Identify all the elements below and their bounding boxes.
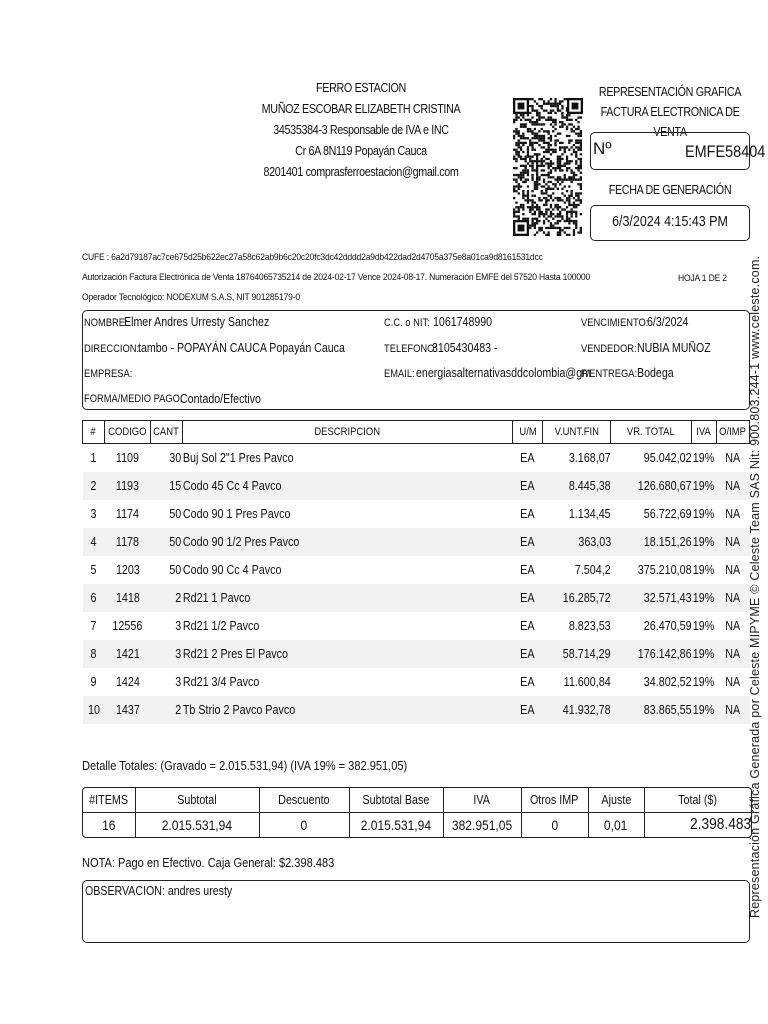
table-row [83,612,750,640]
cell-iva: 19% [691,472,716,500]
cell-code: 1109 [105,444,151,473]
cell-oimp: NA [716,556,749,584]
cell-unit: 8.445,38 [543,472,611,500]
cell-iva: 19% [691,556,716,584]
col-unit-price: V.UNT.FIN [543,421,611,444]
table-row [83,444,750,473]
client-name: Elmer Andres Urresty Sanchez [124,315,270,329]
cell-unit: 41.932,78 [543,696,611,724]
cell-total: 18.151,26 [611,528,691,556]
company-header [257,78,465,183]
tech-operator: Operador Tecnológico: NODEXUM S.A.S, NIT 901285179-0 [82,292,300,303]
totals-adjust-label: Ajuste [588,788,644,813]
company-contact: 8201401 comprasferroestacion@gmail.com [263,165,459,179]
cell-oimp: NA [716,612,749,640]
totals-iva-label: IVA [443,788,521,813]
table-row [83,640,750,668]
cell-qty: 2 [150,584,182,612]
invoice-number-box [590,132,766,170]
cell-desc: Rd21 2 Pres El Pavco [182,640,512,668]
cc-label: C.C. o NIT: [384,317,430,329]
cell-total: 126.680,67 [611,472,691,500]
totals-other-label: Otros IMP [521,788,588,813]
totals-items-value: 16 [102,817,116,833]
col-oimp: O/IMP [716,421,749,444]
cell-um: EA [513,584,543,612]
totals-discount-value: 0 [259,813,349,838]
cell-um: EA [513,612,543,640]
table-row [83,500,750,528]
cell-unit: 58.714,29 [543,640,611,668]
cell-code: 12556 [105,612,151,640]
cell-unit: 1.134,45 [543,500,611,528]
totals-header-row [83,788,751,813]
cell-total: 83.865,55 [611,696,691,724]
invoice-number-label: Nº [593,139,612,158]
cell-unit: 11.600,84 [543,668,611,696]
totals-items-label: #ITEMS [83,788,135,813]
generation-date-box [590,205,750,241]
page-indicator: HOJA 1 DE 2 [678,273,727,284]
observation-box [82,880,750,943]
cell-desc: Rd21 1/2 Pavco [182,612,512,640]
cell-oimp: NA [716,668,749,696]
col-iva: IVA [691,421,716,444]
totals-total-label: Total ($) [644,788,751,813]
cell-iva: 19% [691,500,716,528]
cell-qty: 50 [150,556,182,584]
totals-iva-value: 382.951,05 [443,813,521,838]
cell-n: 10 [83,696,105,724]
company-tax-id: 34535384-3 Responsable de IVA e INC [273,123,449,137]
delivery-label: F/ENTREGA: [581,368,638,380]
company-owner: MUÑOZ ESCOBAR ELIZABETH CRISTINA [261,102,461,116]
cell-total: 56.722,69 [611,500,691,528]
table-row [83,584,750,612]
cell-desc: Tb Strio 2 Pavco Pavco [182,696,512,724]
cell-oimp: NA [716,696,749,724]
cell-code: 1178 [105,528,151,556]
authorization-text: Autorización Factura Electrónica de Venta 18764065735214 de 2024-02-17 Vence 2024-08-17. Numeración EMFE del 57520 Hasta 100000 [82,272,591,283]
cell-code: 1418 [105,584,151,612]
company-label: EMPRESA: [84,368,133,380]
payment-label: FORMA/MEDIO PAGO: [84,393,183,405]
seller-name: NUBIA MUÑOZ [637,341,711,355]
invoice-number: EMFE58404 [685,142,766,161]
cell-um: EA [513,472,543,500]
cell-n: 4 [83,528,105,556]
cell-desc: Codo 90 Cc 4 Pavco [182,556,512,584]
table-row [83,696,750,724]
due-label: VENCIMIENTO: [581,317,649,329]
cell-desc: Buj Sol 2"1 Pres Pavco [182,444,512,473]
totals-discount-label: Descuento [259,788,349,813]
totals-adjust-value: 0,01 [588,813,644,838]
totals-subtotal-label: Subtotal [135,788,259,813]
totals-base-label: Subtotal Base [349,788,443,813]
address-label: DIRECCION: [84,343,140,355]
cell-iva: 19% [691,444,716,473]
cell-code: 1437 [105,696,151,724]
cell-oimp: NA [716,500,749,528]
cell-n: 6 [83,584,105,612]
totals-box [82,787,752,838]
cell-desc: Codo 90 1/2 Pres Pavco [182,528,512,556]
table-row [83,668,750,696]
cell-n: 1 [83,444,105,473]
cell-qty: 50 [150,500,182,528]
items-table [82,420,750,724]
totals-base-value: 2.015.531,94 [349,813,443,838]
qr-code-icon [513,98,583,236]
name-label: NOMBRE: [84,317,128,329]
cell-n: 3 [83,500,105,528]
side-watermark-text: Representación Gráfica Generada por Celeste MIPYME © Celeste Team SAS Nit: 900.803.244-1 www.celeste.com. [748,255,762,918]
cell-iva: 19% [691,584,716,612]
col-um: U/M [513,421,543,444]
totals-total-value: 2.398.483 [644,813,751,838]
cell-um: EA [513,640,543,668]
phone-label: TELEFONO: [384,343,437,355]
cell-code: 1174 [105,500,151,528]
cell-total: 34.802,52 [611,668,691,696]
cell-oimp: NA [716,528,749,556]
cell-iva: 19% [691,640,716,668]
due-date: 6/3/2024 [647,315,689,329]
cell-total: 26.470,59 [611,612,691,640]
cell-qty: 30 [150,444,182,473]
cell-qty: 3 [150,668,182,696]
client-email: energiasalternativasddcolombia@gm [416,366,591,380]
table-row [83,472,750,500]
cell-oimp: NA [716,584,749,612]
client-phone: 3105430483 - [432,341,498,355]
cufe: CUFE : 6a2d79187ac7ce675d25b622ec27a58c62ab9b6c20c20fc3dc42dddd2a9db422dad2d4705a375e8a01ca9d8161531dcc [82,252,543,263]
totals-other-value: 0 [521,813,588,838]
items-header-row [83,421,750,444]
cell-desc: Codo 90 1 Pres Pavco [182,500,512,528]
company-name: FERRO ESTACION [316,81,406,95]
generation-label: FECHA DE GENERACIÓN [608,183,732,197]
client-cc: 1061748990 [433,315,493,329]
cell-iva: 19% [691,612,716,640]
cell-qty: 3 [150,640,182,668]
cell-oimp: NA [716,444,749,473]
cell-desc: Rd21 1 Pavco [182,584,512,612]
cell-qty: 3 [150,612,182,640]
delivery-value: Bodega [637,366,674,380]
col-description: DESCRIPCION [182,421,512,444]
cell-code: 1424 [105,668,151,696]
totals-values-row [83,813,751,838]
cell-unit: 3.168,07 [543,444,611,473]
cell-qty: 50 [150,528,182,556]
col-number: # [83,421,105,444]
cell-code: 1193 [105,472,151,500]
cell-total: 32.571,43 [611,584,691,612]
cell-um: EA [513,556,543,584]
cell-iva: 19% [691,696,716,724]
cell-desc: Rd21 3/4 Pavco [182,668,512,696]
col-total: VR. TOTAL [611,421,691,444]
cell-code: 1203 [105,556,151,584]
cell-unit: 8.823,53 [543,612,611,640]
col-code: CODIGO [105,421,151,444]
cell-code: 1421 [105,640,151,668]
cell-n: 7 [83,612,105,640]
cell-oimp: NA [716,640,749,668]
cell-um: EA [513,696,543,724]
cell-total: 176.142,86 [611,640,691,668]
payment-method: Contado/Efectivo [180,392,261,406]
generation-date: 6/3/2024 4:15:43 PM [612,214,728,230]
invoice-heading-line1: REPRESENTACIÓN GRAFICA [598,85,742,99]
cell-total: 375.210,08 [611,556,691,584]
totals-subtotal-value: 2.015.531,94 [135,813,259,838]
cell-unit: 7.504,2 [543,556,611,584]
cell-total: 95.042,02 [611,444,691,473]
company-address: Cr 6A 8N119 Popayán Cauca [295,144,427,158]
cell-iva: 19% [691,528,716,556]
table-row [83,556,750,584]
col-qty: CANT [150,421,182,444]
invoice-heading-line2: FACTURA ELECTRONICA DE VENTA [600,105,740,139]
cell-unit: 16.285,72 [543,584,611,612]
cell-qty: 15 [150,472,182,500]
cell-iva: 19% [691,668,716,696]
cell-um: EA [513,668,543,696]
observation-text: OBSERVACION: andres uresty [85,884,233,898]
cell-unit: 363,03 [543,528,611,556]
email-label: EMAIL: [384,368,415,380]
client-address: tambo - POPAYÁN CAUCA Popayán Cauca [138,341,345,355]
cell-qty: 2 [150,696,182,724]
cell-n: 9 [83,668,105,696]
cell-um: EA [513,500,543,528]
payment-note: NOTA: Pago en Efectivo. Caja General: $2.398.483 [82,855,335,870]
cell-n: 2 [83,472,105,500]
cell-um: EA [513,444,543,473]
cell-n: 8 [83,640,105,668]
cell-desc: Codo 45 Cc 4 Pavco [182,472,512,500]
table-row [83,528,750,556]
cell-n: 5 [83,556,105,584]
cell-oimp: NA [716,472,749,500]
totals-detail: Detalle Totales: (Gravado = 2.015.531,94) (IVA 19% = 382.951,05) [82,758,408,773]
cell-um: EA [513,528,543,556]
seller-label: VENDEDOR: [581,343,637,355]
